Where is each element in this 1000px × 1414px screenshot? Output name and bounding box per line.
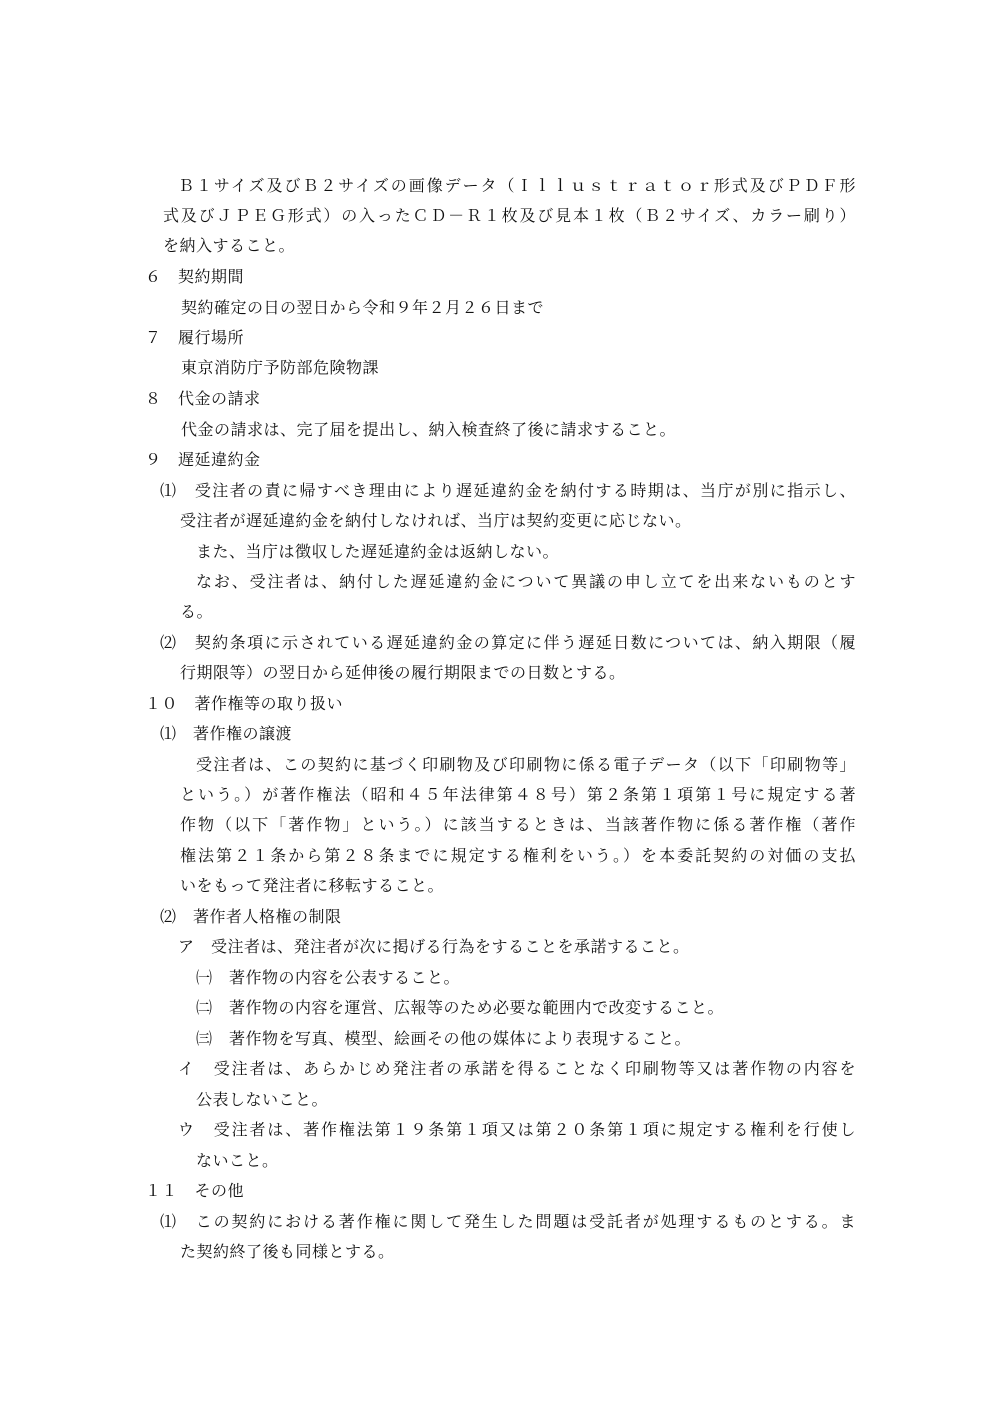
sub-item: イ 受注者は、あらかじめ発注者の承諾を得ることなく印刷物等又は著作物の内容を xyxy=(178,1059,856,1078)
body-line: ないこと。 xyxy=(196,1151,279,1170)
body-line: 作物（以下「著作物」という。）に該当するときは、当該著作物に係る著作権（著作 xyxy=(180,815,856,834)
sub-item: ア 受注者は、発注者が次に掲げる行為をすることを承諾すること。 xyxy=(178,937,690,956)
body-line: また、当庁は徴収した遅延違約金は返納しない。 xyxy=(196,542,560,561)
body-line: た契約終了後も同様とする。 xyxy=(180,1242,395,1261)
body-line: 代金の請求は、完了届を提出し、納入検査終了後に請求すること。 xyxy=(181,420,677,439)
sub-sub-item: ㈢ 著作物を写真、模型、絵画その他の媒体により表現すること。 xyxy=(196,1029,692,1048)
sub-sub-item: ㈡ 著作物の内容を運営、広報等のため必要な範囲内で改変すること。 xyxy=(196,998,725,1017)
sub-item: ウ 受注者は、著作権法第１９条第１項又は第２０条第１項に規定する権利を行使し xyxy=(178,1120,856,1139)
section-heading: ６ 契約期間 xyxy=(145,267,245,286)
body-line: という。）が著作権法（昭和４５年法律第４８号）第２条第１項第１号に規定する著 xyxy=(180,785,856,804)
sub-sub-item: ㈠ 著作物の内容を公表すること。 xyxy=(196,968,461,987)
section-heading: ９ 遅延違約金 xyxy=(145,450,261,469)
list-item: ⑴ この契約における著作権に関して発生した問題は受託者が処理するものとする。ま xyxy=(160,1212,856,1231)
body-line: 公表しないこと。 xyxy=(196,1090,329,1109)
section-heading: ７ 履行場所 xyxy=(145,328,245,347)
body-line: 権法第２１条から第２８条までに規定する権利をいう。）を本委託契約の対価の支払 xyxy=(180,846,856,865)
section-heading: １１ その他 xyxy=(145,1181,245,1200)
body-line: 受注者は、この契約に基づく印刷物及び印刷物に係る電子データ（以下「印刷物等」 xyxy=(196,755,856,774)
body-line: いをもって発注者に移転すること。 xyxy=(180,876,445,895)
body-line: 受注者が遅延違約金を納付しなければ、当庁は契約変更に応じない。 xyxy=(180,511,692,530)
list-item: ⑵ 著作者人格権の制限 xyxy=(160,907,342,926)
section-heading: ８ 代金の請求 xyxy=(145,389,261,408)
body-line: 行期限等）の翌日から延伸後の履行期限までの日数とする。 xyxy=(180,663,626,682)
section-heading: １０ 著作権等の取り扱い xyxy=(145,694,344,713)
list-item: ⑴ 著作権の譲渡 xyxy=(160,724,293,743)
body-line: る。 xyxy=(180,602,214,621)
body-line: なお、受注者は、納付した遅延違約金について異議の申し立てを出来ないものとす xyxy=(196,572,856,591)
body-line: 東京消防庁予防部危険物課 xyxy=(181,358,380,377)
list-item: ⑴ 受注者の責に帰すべき理由により遅延違約金を納付する時期は、当庁が別に指示し、 xyxy=(160,481,856,500)
body-line: を納入すること。 xyxy=(163,236,296,255)
body-line: 契約確定の日の翌日から令和９年２月２６日まで xyxy=(181,298,545,317)
body-line: Ｂ１サイズ及びＢ２サイズの画像データ（Ｉｌｌｕｓｔｒａｔｏｒ形式及びＰＤＦ形 xyxy=(178,176,856,195)
list-item: ⑵ 契約条項に示されている遅延違約金の算定に伴う遅延日数については、納入期限（履 xyxy=(160,633,856,652)
body-line: 式及びＪＰＥＧ形式）の入ったＣＤ－Ｒ１枚及び見本１枚（Ｂ２サイズ、カラー刷り） xyxy=(163,206,856,225)
